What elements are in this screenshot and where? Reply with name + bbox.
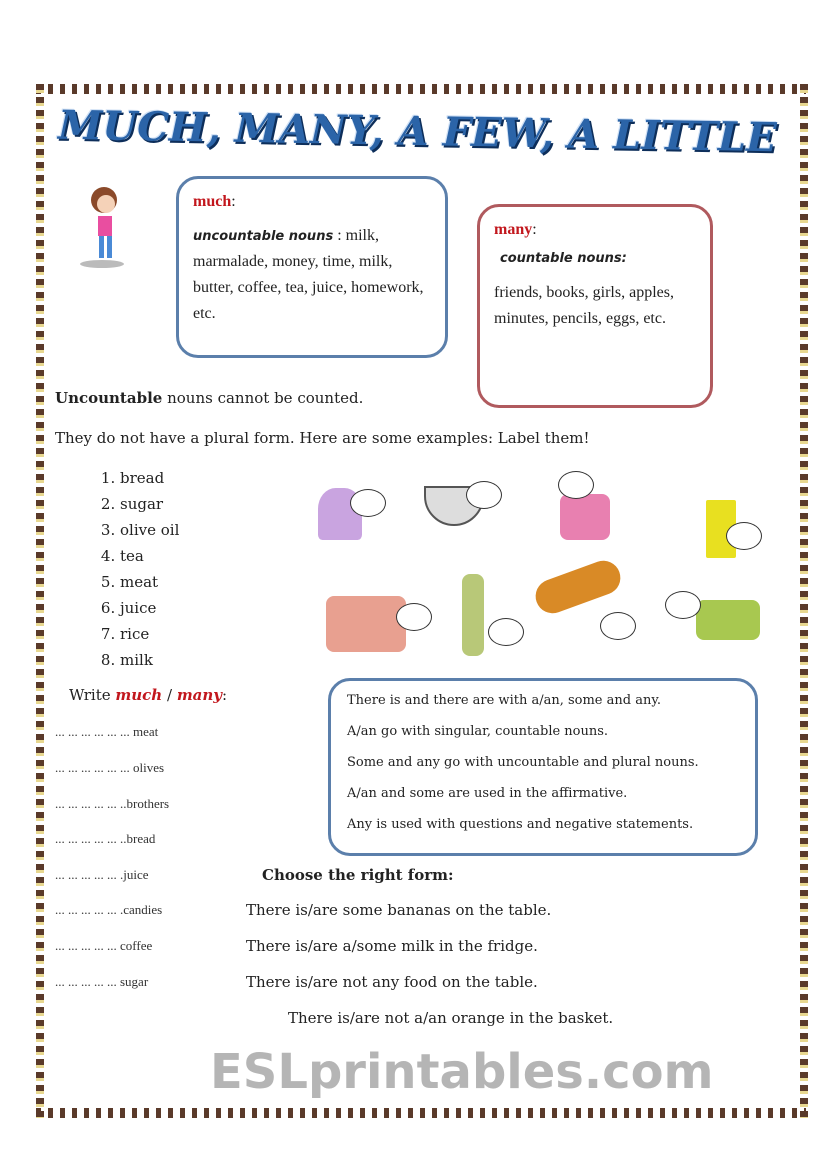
label-oval[interactable] — [558, 471, 594, 499]
intro-rest: nouns cannot be counted. — [162, 389, 364, 407]
label-oval[interactable] — [466, 481, 502, 509]
rules-box — [328, 678, 758, 856]
uncountable-bold: Uncountable — [55, 389, 163, 407]
write-prefix: Write — [69, 686, 116, 704]
ice-cream-border-bottom — [36, 1108, 806, 1118]
list-item: 1. bread — [120, 465, 179, 491]
write-item[interactable]: ... ... ... ... ... coffee — [55, 938, 153, 953]
olive-oil-image — [462, 574, 484, 656]
colon: : — [231, 193, 236, 210]
write-item[interactable]: ... ... ... ... ... ..brothers — [55, 796, 170, 811]
write-sep: / — [162, 686, 177, 704]
many-examples: friends, books, girls, apples, minutes, pencils, eggs, etc. — [494, 284, 674, 327]
countable-label: countable nouns: — [500, 251, 627, 266]
rule: Any is used with questions and negative statements. — [347, 817, 694, 832]
label-oval[interactable] — [600, 612, 636, 640]
write-item[interactable]: ... ... ... ... ... .juice — [55, 867, 149, 882]
label-oval[interactable] — [350, 489, 386, 517]
rule: Some and any go with uncountable and plural nouns. — [347, 755, 699, 770]
label-oval[interactable] — [665, 591, 701, 619]
choose-sentence[interactable]: There is/are not a/an orange in the basket. — [288, 1009, 614, 1027]
write-item[interactable]: ... ... ... ... ... .candies — [55, 902, 163, 917]
list-item: 3. olive oil — [120, 517, 179, 543]
label-list — [80, 465, 179, 673]
list-item: 6. juice — [120, 595, 179, 621]
write-item[interactable]: ... ... ... ... ... sugar — [55, 974, 149, 989]
worksheet-title: MUCH, MANY, A FEW, A LITTLE — [57, 101, 778, 162]
many-heading: many — [494, 221, 533, 238]
intro-line2: They do not have a plural form. Here are some examples: Label them! — [55, 429, 590, 447]
write-instruction — [69, 686, 227, 704]
write-item[interactable]: ... ... ... ... ... ..bread — [55, 831, 156, 846]
rule: A/an and some are used in the affirmative. — [347, 786, 628, 801]
label-oval[interactable] — [488, 618, 524, 646]
rule: A/an go with singular, countable nouns. — [347, 724, 609, 739]
ice-cream-border-top — [36, 84, 806, 94]
ice-cream-border-left — [36, 84, 44, 1118]
list-item: 4. tea — [120, 543, 179, 569]
write-item[interactable]: ... ... ... ... ... ... olives — [55, 760, 165, 775]
uncountable-label: uncountable nouns — [193, 229, 334, 244]
much-box — [176, 176, 448, 358]
colon: : — [532, 221, 537, 238]
rule: There is and there are with a/an, some and any. — [347, 693, 662, 708]
write-item[interactable]: ... ... ... ... ... ... meat — [55, 724, 159, 739]
list-item: 7. rice — [120, 621, 179, 647]
write-many: many — [176, 686, 223, 704]
meat-image — [326, 596, 406, 652]
tea-cup-image — [696, 600, 760, 640]
watermark: ESLprintables.com — [210, 1044, 714, 1100]
label-oval[interactable] — [396, 603, 432, 631]
much-examples: : milk, marmalade, money, time, milk, butter, coffee, tea, juice, homework, etc. — [193, 227, 424, 322]
girl-illustration — [72, 180, 132, 270]
many-box — [477, 204, 713, 408]
much-heading: much — [193, 193, 232, 210]
bread-image — [531, 556, 625, 618]
list-item: 5. meat — [120, 569, 179, 595]
write-colon: : — [222, 686, 228, 704]
milk-carton-image — [560, 494, 610, 540]
list-item: 8. milk — [120, 647, 179, 673]
choose-sentence[interactable]: There is/are a/some milk in the fridge. — [246, 937, 538, 955]
label-oval[interactable] — [726, 522, 762, 550]
choose-sentence[interactable]: There is/are not any food on the table. — [246, 973, 538, 991]
write-much: much — [115, 686, 163, 704]
list-item: 2. sugar — [120, 491, 179, 517]
choose-sentence[interactable]: There is/are some bananas on the table. — [246, 901, 552, 919]
ice-cream-border-right — [800, 84, 808, 1118]
choose-heading: Choose the right form: — [262, 866, 454, 884]
